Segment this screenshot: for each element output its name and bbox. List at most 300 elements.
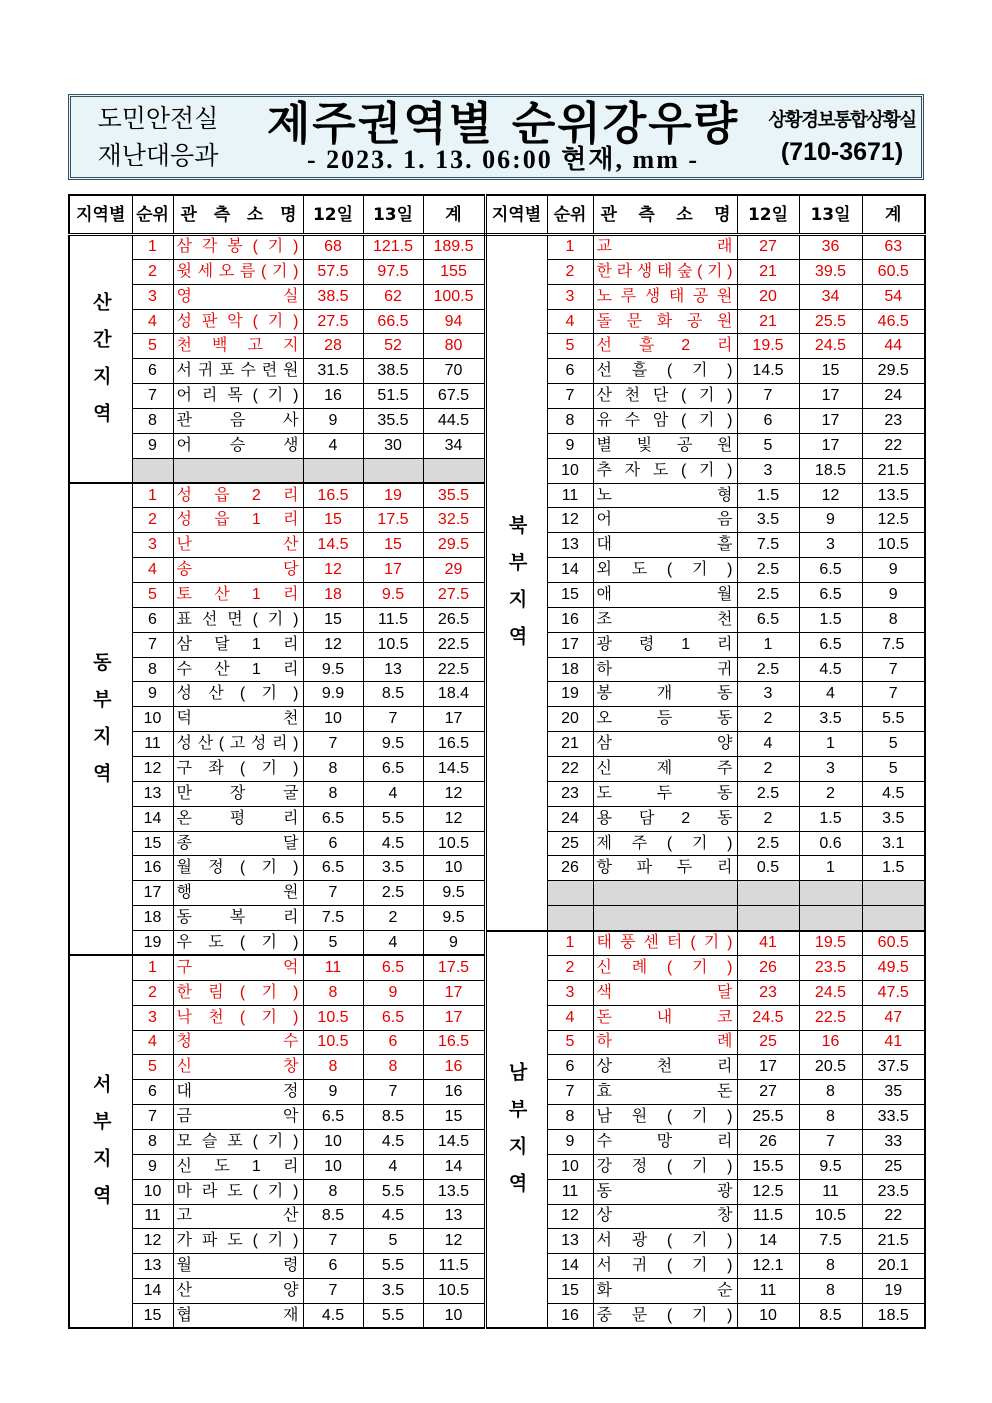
- rank-cell: 19: [547, 682, 593, 707]
- rain-total-cell: 26.5: [423, 607, 485, 632]
- rain-day13-cell: 18.5: [799, 458, 862, 483]
- rain-total-cell: 70: [423, 359, 485, 384]
- rain-day13-cell: 8: [363, 1055, 423, 1080]
- table-row: [69, 235, 925, 260]
- rain-day12-cell: 17: [737, 1055, 799, 1080]
- rain-day13-cell: 2.5: [363, 881, 423, 906]
- rain-day12-cell: 38.5: [303, 284, 363, 309]
- rain-total-cell: 5: [862, 757, 925, 782]
- rain-day12-cell: 7: [303, 732, 363, 757]
- rain-day12-cell: 14: [737, 1229, 799, 1254]
- rank-cell: 8: [547, 409, 593, 434]
- rank-cell: 1: [547, 235, 593, 260]
- rank-cell: 10: [132, 1179, 173, 1204]
- rank-cell: 21: [547, 732, 593, 757]
- rain-total-cell: 189.5: [423, 235, 485, 260]
- rank-cell: 14: [547, 558, 593, 583]
- office-block: [763, 97, 921, 177]
- rain-total-cell: 35: [862, 1080, 925, 1105]
- station-name-cell: 송 당: [173, 558, 303, 583]
- empty-cell: [423, 458, 485, 483]
- rain-day13-cell: 10.5: [363, 632, 423, 657]
- rain-day13-cell: 6.5: [363, 1005, 423, 1030]
- station-name-cell: 성 산 ( 기 ): [173, 682, 303, 707]
- rank-cell: 13: [547, 533, 593, 558]
- rain-day13-cell: 9.5: [799, 1154, 862, 1179]
- station-name-cell: 신 창: [173, 1055, 303, 1080]
- station-name-cell: 신 제 주: [593, 757, 737, 782]
- station-name-cell: 수 망 리: [593, 1129, 737, 1154]
- rain-day13-cell: 17: [799, 409, 862, 434]
- rain-day13-cell: 9.5: [363, 583, 423, 608]
- rain-day12-cell: 11: [303, 955, 363, 980]
- station-name-cell: 별 빛 공 원: [593, 433, 737, 458]
- region-cell: [69, 483, 132, 955]
- station-name-cell: 우 도 ( 기 ): [173, 931, 303, 956]
- rain-total-cell: 10.5: [423, 831, 485, 856]
- station-name-cell: 마 라 도 ( 기 ): [173, 1179, 303, 1204]
- station-name-cell: 토 산 1 리: [173, 583, 303, 608]
- rain-day13-cell: 23.5: [799, 955, 862, 980]
- rank-cell: 18: [132, 906, 173, 931]
- rain-total-cell: 18.5: [862, 1303, 925, 1328]
- station-name-cell: 동 광: [593, 1179, 737, 1204]
- rain-day12-cell: 11: [737, 1279, 799, 1304]
- rain-day13-cell: 4: [363, 931, 423, 956]
- rain-day12-cell: 8.5: [303, 1204, 363, 1229]
- station-name-cell: 천 백 고 지: [173, 334, 303, 359]
- station-name-cell: 동 복 리: [173, 906, 303, 931]
- station-name-cell: 용 담 2 동: [593, 806, 737, 831]
- rain-day13-cell: 52: [363, 334, 423, 359]
- rank-cell: 6: [132, 1080, 173, 1105]
- table-header-row: [69, 195, 925, 235]
- station-name-cell: 노 형: [593, 483, 737, 508]
- rain-day12-cell: 6.5: [303, 806, 363, 831]
- rank-cell: 8: [547, 1105, 593, 1130]
- rain-total-cell: 16: [423, 1055, 485, 1080]
- rain-total-cell: 16: [423, 1080, 485, 1105]
- rain-day13-cell: 34: [799, 284, 862, 309]
- rain-day13-cell: 9: [799, 508, 862, 533]
- rain-day12-cell: 25.5: [737, 1105, 799, 1130]
- col-header-day12: 12일: [303, 195, 363, 235]
- rain-day12-cell: 28: [303, 334, 363, 359]
- rain-day13-cell: 6: [363, 1030, 423, 1055]
- rank-cell: 2: [132, 259, 173, 284]
- rain-day12-cell: 6: [303, 831, 363, 856]
- empty-cell: [363, 458, 423, 483]
- rain-day12-cell: 19.5: [737, 334, 799, 359]
- rain-total-cell: 155: [423, 259, 485, 284]
- rain-total-cell: 22: [862, 433, 925, 458]
- rain-day13-cell: 30: [363, 433, 423, 458]
- rain-day12-cell: 8: [303, 980, 363, 1005]
- rain-total-cell: 34: [423, 433, 485, 458]
- rank-cell: 7: [547, 1080, 593, 1105]
- rain-day13-cell: 24.5: [799, 334, 862, 359]
- rain-total-cell: 14.5: [423, 1129, 485, 1154]
- rain-day13-cell: 7.5: [799, 1229, 862, 1254]
- rain-total-cell: 23: [862, 409, 925, 434]
- rain-day12-cell: 26: [737, 1129, 799, 1154]
- rain-day13-cell: 6.5: [799, 583, 862, 608]
- col-header-total: 계: [862, 195, 925, 235]
- region-label: 산간지역: [89, 291, 112, 440]
- station-name-cell: 성 읍 1 리: [173, 508, 303, 533]
- rain-day13-cell: 8.5: [363, 682, 423, 707]
- rank-cell: 3: [132, 533, 173, 558]
- rain-day12-cell: 9: [303, 1080, 363, 1105]
- rain-day12-cell: 1.5: [737, 483, 799, 508]
- rain-total-cell: 20.1: [862, 1254, 925, 1279]
- empty-cell: [737, 881, 799, 906]
- rain-day13-cell: 66.5: [363, 309, 423, 334]
- station-name-cell: 대 흘: [593, 533, 737, 558]
- rain-total-cell: 5: [862, 732, 925, 757]
- rain-day13-cell: 4: [799, 682, 862, 707]
- rain-day12-cell: 20: [737, 284, 799, 309]
- rain-day12-cell: 9: [303, 409, 363, 434]
- rain-total-cell: 10.5: [862, 533, 925, 558]
- station-name-cell: 구 좌 ( 기 ): [173, 757, 303, 782]
- rain-day13-cell: 4.5: [363, 1204, 423, 1229]
- rain-total-cell: 60.5: [862, 931, 925, 956]
- rank-cell: 8: [132, 1129, 173, 1154]
- rain-total-cell: 47.5: [862, 980, 925, 1005]
- empty-cell: [593, 906, 737, 931]
- rank-cell: 9: [547, 1129, 593, 1154]
- rain-day12-cell: 24.5: [737, 1005, 799, 1030]
- station-name-cell: 성 판 악 ( 기 ): [173, 309, 303, 334]
- rain-day12-cell: 2.5: [737, 657, 799, 682]
- rain-day13-cell: 8: [799, 1105, 862, 1130]
- rain-total-cell: 17: [423, 1005, 485, 1030]
- station-name-cell: 색 달: [593, 980, 737, 1005]
- rain-day12-cell: 27: [737, 1080, 799, 1105]
- rank-cell: 7: [132, 384, 173, 409]
- rain-total-cell: 3.1: [862, 831, 925, 856]
- rank-cell: 7: [132, 1105, 173, 1130]
- rainfall-ranking-table: [68, 194, 926, 1329]
- rain-day13-cell: 16: [799, 1030, 862, 1055]
- station-name-cell: 중 문 ( 기 ): [593, 1303, 737, 1328]
- rank-cell: 16: [547, 1303, 593, 1328]
- rank-cell: 10: [547, 1154, 593, 1179]
- rain-day13-cell: 5.5: [363, 1303, 423, 1328]
- rain-total-cell: 22.5: [423, 632, 485, 657]
- rain-day13-cell: 6.5: [799, 558, 862, 583]
- rain-day12-cell: 41: [737, 931, 799, 956]
- rain-total-cell: 9: [423, 931, 485, 956]
- empty-cell: [593, 881, 737, 906]
- rain-day12-cell: 7: [303, 1279, 363, 1304]
- rank-cell: 6: [547, 359, 593, 384]
- rain-total-cell: 46.5: [862, 309, 925, 334]
- rank-cell: 26: [547, 856, 593, 881]
- station-name-cell: 산 천 단 ( 기 ): [593, 384, 737, 409]
- station-name-cell: 광 령 1 리: [593, 632, 737, 657]
- rank-cell: 9: [132, 1154, 173, 1179]
- rain-day13-cell: 19.5: [799, 931, 862, 956]
- station-name-cell: 교 래: [593, 235, 737, 260]
- rain-day12-cell: 9.9: [303, 682, 363, 707]
- rank-cell: 2: [547, 955, 593, 980]
- rank-cell: 13: [132, 1254, 173, 1279]
- rain-day13-cell: 11: [799, 1179, 862, 1204]
- rain-day13-cell: 51.5: [363, 384, 423, 409]
- rain-day12-cell: 27.5: [303, 309, 363, 334]
- rain-day13-cell: 24.5: [799, 980, 862, 1005]
- rank-cell: 4: [132, 558, 173, 583]
- rank-cell: 14: [547, 1254, 593, 1279]
- rain-total-cell: 15: [423, 1105, 485, 1130]
- station-name-cell: 어 음: [593, 508, 737, 533]
- rain-day13-cell: 9: [363, 980, 423, 1005]
- station-name-cell: 강 정 ( 기 ): [593, 1154, 737, 1179]
- rain-total-cell: 12.5: [862, 508, 925, 533]
- rank-cell: 20: [547, 707, 593, 732]
- office-name: 상황경보통합상황실: [768, 110, 916, 131]
- rain-total-cell: 13: [423, 1204, 485, 1229]
- department-block: [71, 97, 245, 177]
- rain-day12-cell: 6: [303, 1254, 363, 1279]
- rain-total-cell: 63: [862, 235, 925, 260]
- empty-cell: [862, 881, 925, 906]
- rain-total-cell: 12: [423, 781, 485, 806]
- rain-day12-cell: 2.5: [737, 583, 799, 608]
- rain-total-cell: 94: [423, 309, 485, 334]
- rank-cell: 10: [547, 458, 593, 483]
- rain-day13-cell: 8: [799, 1080, 862, 1105]
- station-name-cell: 고 산: [173, 1204, 303, 1229]
- rain-day12-cell: 11.5: [737, 1204, 799, 1229]
- rain-day12-cell: 16: [303, 384, 363, 409]
- rain-total-cell: 12: [423, 806, 485, 831]
- office-phone: (710-3671): [780, 138, 904, 166]
- region-label: 북부지역: [505, 515, 528, 664]
- rain-day12-cell: 3: [737, 458, 799, 483]
- rain-total-cell: 10: [423, 856, 485, 881]
- rain-day13-cell: 5.5: [363, 1179, 423, 1204]
- rain-total-cell: 16.5: [423, 732, 485, 757]
- rain-total-cell: 44.5: [423, 409, 485, 434]
- rain-total-cell: 47: [862, 1005, 925, 1030]
- rank-cell: 18: [547, 657, 593, 682]
- rain-day13-cell: 8: [799, 1279, 862, 1304]
- rank-cell: 16: [547, 607, 593, 632]
- station-name-cell: 한 림 ( 기 ): [173, 980, 303, 1005]
- rain-day13-cell: 6.5: [799, 632, 862, 657]
- rain-day13-cell: 0.6: [799, 831, 862, 856]
- rain-total-cell: 23.5: [862, 1179, 925, 1204]
- rain-day12-cell: 15.5: [737, 1154, 799, 1179]
- rain-day12-cell: 2.5: [737, 558, 799, 583]
- rank-cell: 1: [132, 483, 173, 508]
- empty-cell: [547, 906, 593, 931]
- rain-day13-cell: 3.5: [363, 856, 423, 881]
- rank-cell: 15: [547, 583, 593, 608]
- station-name-cell: 성 읍 2 리: [173, 483, 303, 508]
- rain-day12-cell: 12: [303, 558, 363, 583]
- rain-day13-cell: 25.5: [799, 309, 862, 334]
- rank-cell: 5: [547, 334, 593, 359]
- station-name-cell: 태 풍 센 터 ( 기 ): [593, 931, 737, 956]
- station-name-cell: 봉 개 동: [593, 682, 737, 707]
- station-name-cell: 삼 달 1 리: [173, 632, 303, 657]
- rank-cell: 2: [132, 980, 173, 1005]
- rain-day13-cell: 8.5: [799, 1303, 862, 1328]
- rank-cell: 5: [132, 334, 173, 359]
- col-header-region: 지역별: [69, 195, 132, 235]
- rain-day12-cell: 10: [303, 1129, 363, 1154]
- rank-cell: 11: [132, 1204, 173, 1229]
- region-label: 서부지역: [89, 1074, 112, 1223]
- rain-day12-cell: 21: [737, 259, 799, 284]
- rain-day13-cell: 62: [363, 284, 423, 309]
- station-name-cell: 덕 천: [173, 707, 303, 732]
- station-name-cell: 종 달: [173, 831, 303, 856]
- rain-day12-cell: 12.1: [737, 1254, 799, 1279]
- rain-day13-cell: 8: [799, 1254, 862, 1279]
- rain-day13-cell: 39.5: [799, 259, 862, 284]
- rain-day12-cell: 7: [303, 1229, 363, 1254]
- rain-day12-cell: 14.5: [737, 359, 799, 384]
- rain-total-cell: 16.5: [423, 1030, 485, 1055]
- rain-total-cell: 60.5: [862, 259, 925, 284]
- station-name-cell: 유 수 암 ( 기 ): [593, 409, 737, 434]
- rank-cell: 25: [547, 831, 593, 856]
- col-header-rank: 순위: [547, 195, 593, 235]
- rain-total-cell: 5.5: [862, 707, 925, 732]
- station-name-cell: 행 원: [173, 881, 303, 906]
- rain-day12-cell: 10.5: [303, 1030, 363, 1055]
- region-label: 동부지역: [89, 651, 112, 800]
- station-name-cell: 신 도 1 리: [173, 1154, 303, 1179]
- rain-day12-cell: 1: [737, 632, 799, 657]
- rain-day12-cell: 16.5: [303, 483, 363, 508]
- station-name-cell: 한 라 생 태 숲 ( 기 ): [593, 259, 737, 284]
- rain-day12-cell: 7.5: [303, 906, 363, 931]
- rain-day12-cell: 9.5: [303, 657, 363, 682]
- rank-cell: 6: [132, 607, 173, 632]
- station-name-cell: 조 천: [593, 607, 737, 632]
- col-header-station: 관 측 소 명: [173, 195, 303, 235]
- rain-day13-cell: 38.5: [363, 359, 423, 384]
- region-cell: [69, 955, 132, 1328]
- rain-day12-cell: 26: [737, 955, 799, 980]
- station-name-cell: 어 리 목 ( 기 ): [173, 384, 303, 409]
- rain-day13-cell: 3.5: [799, 707, 862, 732]
- rain-day12-cell: 25: [737, 1030, 799, 1055]
- station-name-cell: 돈 내 코: [593, 1005, 737, 1030]
- rain-day13-cell: 4.5: [799, 657, 862, 682]
- station-name-cell: 삼 양: [593, 732, 737, 757]
- rank-cell: 4: [547, 309, 593, 334]
- rank-cell: 11: [547, 483, 593, 508]
- station-name-cell: 윗 세 오 름 ( 기 ): [173, 259, 303, 284]
- rank-cell: 13: [132, 781, 173, 806]
- rain-total-cell: 9.5: [423, 906, 485, 931]
- rain-day12-cell: 2.5: [737, 781, 799, 806]
- empty-cell: [547, 881, 593, 906]
- station-name-cell: 만 장 굴: [173, 781, 303, 806]
- rain-total-cell: 29.5: [423, 533, 485, 558]
- rank-cell: 10: [132, 707, 173, 732]
- rain-day12-cell: 6.5: [303, 1105, 363, 1130]
- rain-day13-cell: 5.5: [363, 806, 423, 831]
- rain-day12-cell: 10.5: [303, 1005, 363, 1030]
- rain-day12-cell: 2: [737, 806, 799, 831]
- rain-day12-cell: 31.5: [303, 359, 363, 384]
- rank-cell: 3: [547, 980, 593, 1005]
- rank-cell: 24: [547, 806, 593, 831]
- rain-day13-cell: 15: [363, 533, 423, 558]
- station-name-cell: 서 귀 ( 기 ): [593, 1254, 737, 1279]
- rank-cell: 1: [132, 235, 173, 260]
- rain-day13-cell: 4.5: [363, 1129, 423, 1154]
- rain-day12-cell: 7: [737, 384, 799, 409]
- rain-day13-cell: 19: [363, 483, 423, 508]
- rank-cell: 3: [132, 284, 173, 309]
- empty-cell: [173, 458, 303, 483]
- station-name-cell: 관 음 사: [173, 409, 303, 434]
- rain-day12-cell: 6.5: [303, 856, 363, 881]
- rain-total-cell: 19: [862, 1279, 925, 1304]
- rain-total-cell: 8: [862, 607, 925, 632]
- rain-day13-cell: 6.5: [363, 757, 423, 782]
- rain-day12-cell: 5: [737, 433, 799, 458]
- rain-day13-cell: 7: [799, 1129, 862, 1154]
- rank-cell: 9: [547, 433, 593, 458]
- col-header-day13: 13일: [799, 195, 862, 235]
- rain-day12-cell: 2.5: [737, 831, 799, 856]
- station-name-cell: 대 정: [173, 1080, 303, 1105]
- rain-total-cell: 21.5: [862, 1229, 925, 1254]
- rank-cell: 2: [547, 259, 593, 284]
- rank-cell: 16: [132, 856, 173, 881]
- report-date-subtitle: - 2023. 1. 13. 06:00 현재, mm -: [306, 145, 700, 174]
- rain-day12-cell: 7.5: [737, 533, 799, 558]
- rank-cell: 3: [132, 1005, 173, 1030]
- rain-day13-cell: 2: [363, 906, 423, 931]
- rain-day13-cell: 1.5: [799, 806, 862, 831]
- rain-total-cell: 9: [862, 558, 925, 583]
- rain-total-cell: 17: [423, 707, 485, 732]
- rain-total-cell: 67.5: [423, 384, 485, 409]
- rank-cell: 11: [132, 732, 173, 757]
- rain-day12-cell: 27: [737, 235, 799, 260]
- rain-day12-cell: 0.5: [737, 856, 799, 881]
- rain-day13-cell: 3.5: [363, 1279, 423, 1304]
- rank-cell: 8: [132, 409, 173, 434]
- rain-total-cell: 12: [423, 1229, 485, 1254]
- rain-total-cell: 13.5: [423, 1179, 485, 1204]
- station-name-cell: 가 파 도 ( 기 ): [173, 1229, 303, 1254]
- rain-total-cell: 80: [423, 334, 485, 359]
- station-name-cell: 난 산: [173, 533, 303, 558]
- rain-day13-cell: 8.5: [363, 1105, 423, 1130]
- station-name-cell: 애 월: [593, 583, 737, 608]
- station-name-cell: 항 파 두 리: [593, 856, 737, 881]
- station-name-cell: 온 평 리: [173, 806, 303, 831]
- rank-cell: 7: [547, 384, 593, 409]
- station-name-cell: 제 주 ( 기 ): [593, 831, 737, 856]
- rain-day12-cell: 8: [303, 757, 363, 782]
- rain-total-cell: 35.5: [423, 483, 485, 508]
- empty-cell: [132, 458, 173, 483]
- station-name-cell: 모 슬 포 ( 기 ): [173, 1129, 303, 1154]
